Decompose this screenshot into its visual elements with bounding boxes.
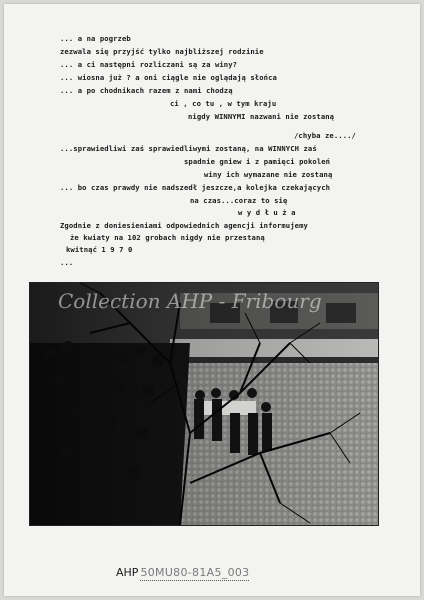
poem-line: kwitnąć 1 9 7 0 [66,245,133,254]
poem-line: nigdy WINNYMI nazwani nie zostaną [188,112,335,121]
collection-watermark: Collection AHP - Fribourg [58,289,322,313]
archive-reference [116,566,249,579]
poem-text-block [4,4,420,274]
poem-line: ... a ci następni rozliczani są za winy? [60,60,238,69]
poem-line: winy ich wymazane nie zostaną [204,170,333,179]
poem-line: spadnie gniew i z pamięci pokoleń [184,157,331,166]
poem-line: ... a po chodnikach razem z nami chodzą [60,86,233,95]
poem-line: ... wiosna już ? a oni ciągle nie oglądają słońca [60,73,277,82]
poem-line: Zgodnie z doniesieniami odpowiednich agencji informujemy [60,221,308,230]
poem-line: ci , co tu , w tym kraju [170,99,277,108]
poem-line: ... a na pogrzeb [60,34,131,43]
poem-line: /chyba ze..../ [294,131,356,140]
poem-line: zezwala się przyjść tylko najbliższej rodzinie [60,47,264,56]
poem-line: ... [60,258,74,267]
poem-line: ... bo czas prawdy nie nadszedł jeszcze,a kolejka czekających [60,183,331,192]
funeral-photograph [29,282,379,526]
photo-scene-graphic [30,283,378,525]
poem-line: na czas...coraz to się [190,196,288,205]
poem-line: w y d ł u ż a [238,208,296,217]
archive-prefix: AHP [116,566,139,579]
archive-reference-number: 50MU80-81A5_003 [140,566,250,579]
poem-line: że kwiaty na 102 grobach nigdy nie przestaną [70,233,265,242]
document-page [4,4,420,596]
poem-line: ...sprawiedliwi zaś sprawiedliwymi zostaną, na WINNYCH zaś [60,144,317,153]
